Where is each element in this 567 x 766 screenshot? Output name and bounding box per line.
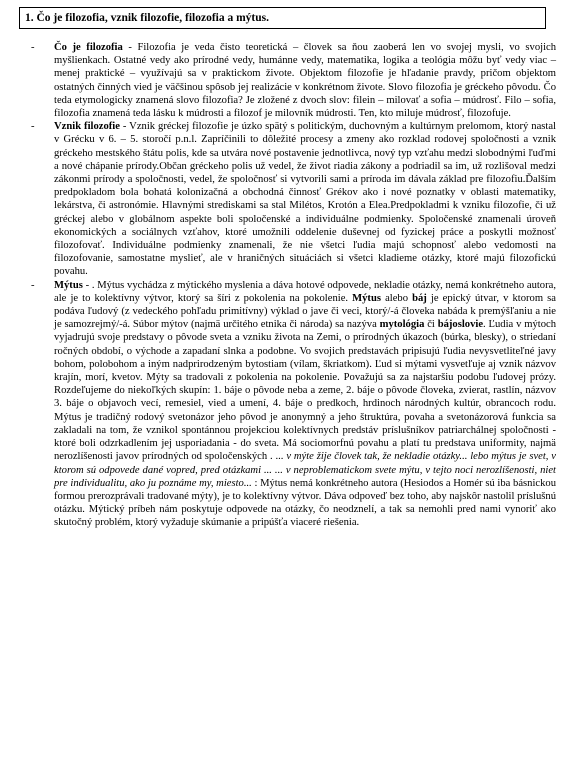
bold-term: mytológia	[379, 319, 425, 331]
bullet-dash: -	[31, 121, 35, 133]
list-item-mytus	[26, 279, 556, 530]
italic-quote: v mýte žije človek tak, že nekladie otázky... lebo mýtus je svet, v ktorom sú odpovede dané vopred, pred otázkami ... ... v neproblematickom svete mýtu, v tejto noci nerozlíšenosti, niet pre individualitu, ako ju poznáme my, miesto...	[54, 451, 556, 489]
item-text-part: je epický útvar, v ktorom sa podáva ľudový (z vedeckého pohľadu primitívny) výklad o jave či veci, ktorý/-á človeka nabáda k premýšľaniu a nie je samozrejmý/-á. Súbor mýtov (najmä určitého etnika či národa) sa nazýva	[54, 292, 556, 331]
item-text-part: - . Mýtus vychádza z mýtického myslenia a dáva hotové odpovede, nekladie otázky, nemá konkrétneho autora, ale je to kolektívny výtvor, ktorý sa šíri z pokolenia na pokolenie.	[54, 279, 556, 304]
list-item-co-je-filozofia	[26, 41, 556, 120]
term-label: Vznik filozofie	[54, 121, 120, 133]
item-text-part: alebo	[380, 292, 413, 304]
bullet-dash: -	[31, 42, 35, 53]
term-label: Čo je filozofia	[54, 42, 123, 53]
term-label: Mýtus	[54, 279, 83, 291]
bullet-dash: -	[31, 279, 35, 291]
item-text-part: : Mýtus nemá konkrétneho autora (Hesiodos a Homér sú iba básnickou formou prerozprávali tradované mýty), je to kolektívny výtvor. Dáva odpoveď bez toho, aby najskôr nastolil príslušnú otázku. Mýtický príbeh nám poskytuje odpovede na otázky, čo neodznelí, a tak sa nemohli pred nami vynoriť ako skutočný problém, ktorý vyžaduje skúmanie a pripúšťa viaceré riešenia.	[54, 477, 556, 529]
bullet-list	[26, 41, 556, 530]
bold-term: Mýtus	[352, 292, 381, 304]
bold-term: bájoslovie	[437, 319, 484, 331]
bold-term: báj	[412, 292, 427, 304]
item-text-part: . Ľudia v mýtoch vyjadrujú svoje predstavy o pôvode sveta a vzniku života na Zemi, o prírodných úkazoch (búrka, blesky), o striedaní ročných období, o východe a zapadaní slnka a podobne. Vo svojich predstavách pripisujú ľudia nevysvetliteľné javy bohom, polobohom a iným nadprirodzeným bytostiam (vílam, škriatkom). Ľud si mýtami vysvetľuje aj vznik názvov krajín, morí, kvetov. Mýty sa tradovali z pokolenia na pokolenie. Považujú sa za najstaršiu podobu ľudovej prózy. Rozdeľujeme do niekoľkých skupín: 1. báje o pôvode neba a zeme, 2. báje o pôvode človeka, zvierat, rastlín, názvov 3. báje o objavoch vecí, remesiel, vied a umení, 4. báje o predkoch, hrdinoch národných kultúr, obrancoch rodu. Mýtus je tradičný rodový svetonázor jeho pôvod je anonymný a jeho štruktúra, povaha a svetonázorová funkcia sa zakladali na tom, že vznikol spontánnou projekciou kolektívnych predstáv príslušníkov patriarchálnej spoločnosti - ktoré boli odzrkadlením jej usporiadania - do sveta. Má sociomorfnú povahu a platí tu predstava uniformity, najmä nerozlíšenosti javov prírodných od spoločenských . ...	[54, 319, 556, 463]
item-text-part: či	[424, 319, 438, 331]
item-text: - Vznik gréckej filozofie je úzko spätý s politickým, duchovným a kultúrnym prelomom, ktorý nastal v Grécku v 6. – 5. storočí p.n.l. Zapríčinili to dôležité procesy a zmeny ako rozklad rodovej spoločnosti a vznik gréckeho mestského štátu polis, kde sa utvára nové postavenie jednotlivca, nový typ vzťahu medzi slobodnými ľuďmi a nové chápanie prírody.Občan gréckeho polis už vedel, že život riadia zákony a podriadil sa im, už rozlišoval medzi zákonmi prírody a spoločnosti, vedel, že spoločnosť si vytvorili sami a príroda im dávala základ pre filozofiu.Ďalším predpokladom bola bohatá kolonizačná a obchodná činnosť Grékov ako i nové poznatky v oblasti matematiky, lekárstva, či astronómie. Hlavnými strediskami sa stal Milétos, Krotón a Elea.Predpokladmi k vzniku filozofie, či už gréckej alebo v globálnom aspekte boli spoločenské a individuálne podmienky. Spoločenské znamenali úroveň ekonomických a sociálnych vzťahov, ktoré umožnili oddelenie duševnej od fyzickej práce a poskytli možnosť filozofovať. Individuálne podmienky znamenali, že nie všetci ľudia majú schopnosť alebo vedomosti na filozofovanie, samostatne myslieť, ale v hraničných situáciách si všetci kladieme otázky, ktoré majú filozofickú povahu.	[54, 121, 556, 278]
list-item-vznik-filozofie	[26, 120, 556, 278]
section-heading: 1. Čo je filozofia, vznik filozofie, filozofia a mýtus.	[19, 7, 546, 29]
item-text: - Filozofia je veda čisto teoretická – človek sa ňou zaoberá len vo svojej mysli, vo svojich myšlienkach. Ostatné vedy ako prírodné vedy, humánne vedy, matematika, logika a teológia môžu byť vedy viac – menej praktické – využívajú sa v praktickom živote. Objektom filozofie je hľadanie pravdy, pričom objektom ostatných činných vied je väčšinou spôsob jej realizácie v konkrétnom živote. Slovo filozofia je gréckeho pôvodu. Čo teda etymologicky znamená slovo filozofia? Je zložené z dvoch slov: filein – milovať a sofia – múdrosť. Filo – sofia, filozofia znamená teda lásku k múdrosti a filozof je milovník múdrosti. Ten, kto miluje múdrosť, filozofuje.	[54, 42, 557, 120]
